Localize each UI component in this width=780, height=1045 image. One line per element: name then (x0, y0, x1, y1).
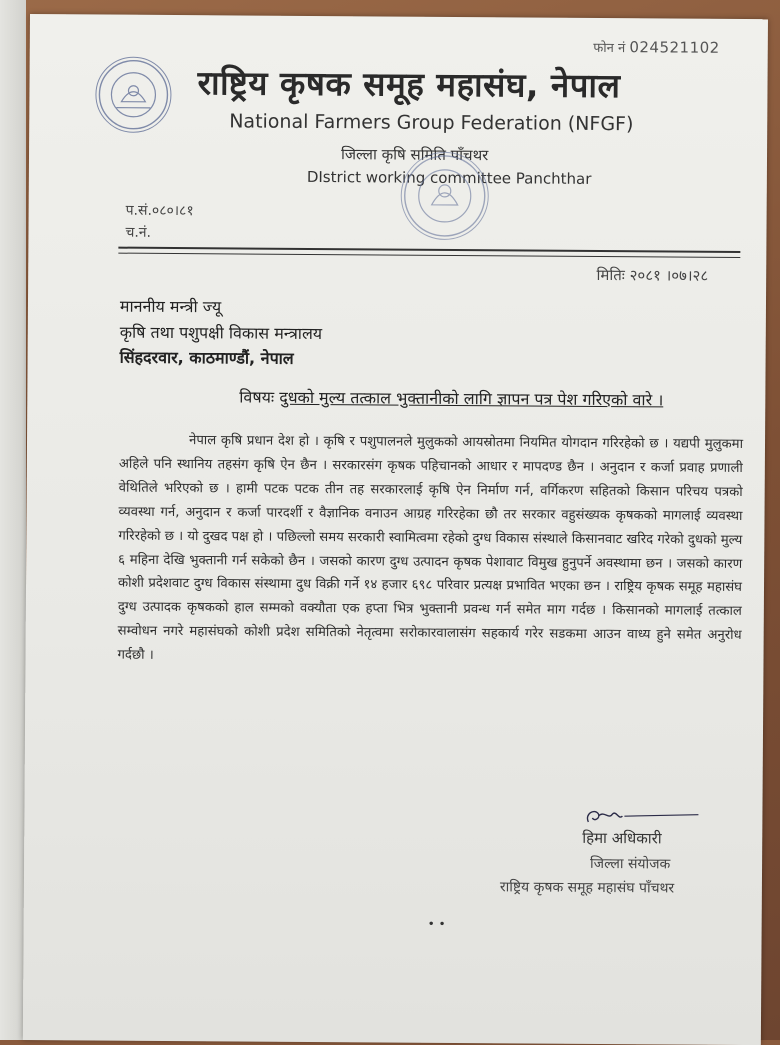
committee-name-english: DIstrict working committee Panchthar (306, 167, 592, 188)
adjacent-paper-edge (0, 0, 26, 1040)
letter-date: मितिः २०८१ ।०७।२८ (596, 265, 709, 285)
committee-name-nepali: जिल्ला कृषि समिति पाँचथर (340, 145, 489, 165)
phone-number (593, 38, 720, 57)
recipient-line-3: सिंहदरवार, काठमाण्डौं, नेपाल (119, 347, 294, 368)
handwritten-signature-icon (580, 804, 700, 831)
phone-label: फोन नं (593, 40, 626, 57)
signer-title: जिल्ला संयोजक (590, 855, 671, 873)
dispatch-number: च.नं. (125, 224, 152, 241)
organization-seal-icon (95, 56, 172, 133)
signer-organization: राष्ट्रिय कृषक समूह महासंघ पाँचथर (499, 879, 675, 897)
ink-mark: • • (427, 916, 446, 931)
header-divider (118, 247, 740, 253)
letter-body: नेपाल कृषि प्रधान देश हो । कृषि र पशुपालनले मुलुकको आयस्रोतमा नियमित योगदान गरिरहेको छ । यद्यपी मुलुकमा अहिले पनि स्थानिय तहसंग कृषि ऐन छैन । सरकारसंग कृषक पहिचानको आधार र मापदण्ड छैन । अनुदान र कर्जा प्रवाह प्रणाली वेथितिले भरिएको छ । हामी पटक पटक तीन तह सरकारलाई कृषि ऐन निर्माण गर्न, वर्गिकरण सहितको किसान परिचय पत्रको व्यवस्था गर्न, अनुदान र कर्जा पारदर्शी र वैज्ञानिक वनाउन आग्रह गरिरहेका छौ तर सरकार वहुसंख्यक कृषकको मागलाई व्यवस्था गरिरहेको छ । यो दुखद पक्ष हो । पछिल्लो समय सरकारी स्वामित्वमा रहेको दुग्ध विकास संस्थाले किसानवाट खरिद गरेको दुधको मुल्य ६ महिना देखि भुक्तानी गर्न सकेको छैन । जसको कारण दुग्ध उत्पादन कृषक पेशावाट विमुख हुनुपर्ने अवस्थामा छन । जसको कारण कोशी प्रदेशवाट दुग्ध विकास संस्थामा दुध विक्री गर्ने १४ हजार ६९८ परिवार प्रत्यक्ष प्रभावित भएका छन । राष्ट्रिय कृषक समूह महासंघ दुग्ध उत्पादक कृषकको हाल सम्मको वक्यौता एक हप्ता भित्र भुक्तानी प्रवन्ध गर्न समेत माग गर्दछ । किसानको मागलाई तत्काल सम्वोधन नगरे महासंघको कोशी प्रदेश समितिको नेतृत्वमा सरोकारवालासंग सहकार्य गरेर सडकमा आउन वाध्य हुने समेत अनुरोध गर्दछौ । (117, 433, 744, 664)
organization-name-nepali: राष्ट्रिय कृषक समूह महासंघ, नेपाल (197, 63, 621, 106)
recipient-line-1: माननीय मन्त्री ज्यू (119, 296, 222, 317)
recipient-line-2: कृषि तथा पशुपक्षी विकास मन्त्रालय (119, 322, 323, 344)
signer-name: हिमा अधिकारी (582, 828, 662, 848)
committee-stamp-icon (400, 152, 489, 241)
subject-line (239, 385, 663, 410)
reference-number: प.सं.०८०।८१ (125, 202, 194, 220)
organization-name-english: National Farmers Group Federation (NFGF) (229, 110, 634, 136)
header-divider-thin (118, 253, 740, 258)
letter-page (23, 14, 768, 1045)
subject-label: विषयः (239, 387, 275, 407)
subject-text: दुधको मुल्य तत्काल भुक्तानीको लागि ज्ञापन पत्र पेश गरिएको वारे । (279, 387, 664, 410)
phone-value: 024521102 (629, 38, 720, 57)
